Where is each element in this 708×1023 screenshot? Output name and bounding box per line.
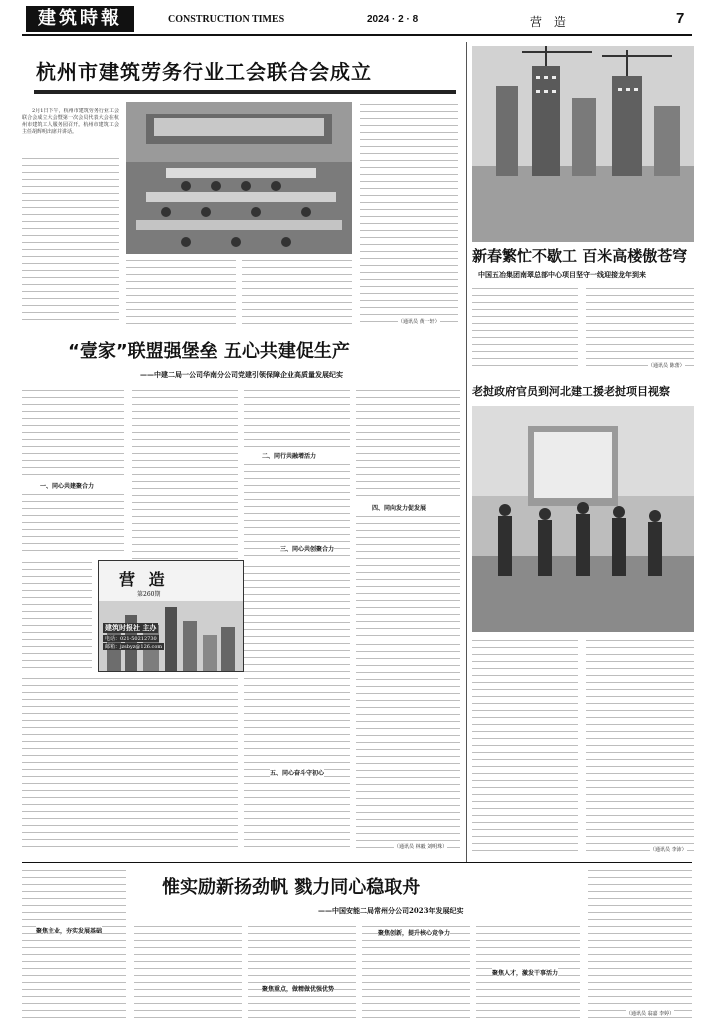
article-annual-col6 xyxy=(588,868,692,1018)
article-union-col4 xyxy=(360,102,458,326)
section-divider xyxy=(22,862,692,863)
column-divider xyxy=(466,42,467,862)
meeting-hall-photo xyxy=(126,102,352,254)
article-party-col1 xyxy=(22,388,124,478)
article-new-year xyxy=(472,42,694,372)
subhead-party-alliance: ——中建二局一公司华南分公司党建引领保障企业高质量发展纪实 xyxy=(140,370,343,379)
article-union-byline: （通讯员 黄一轩） xyxy=(398,319,440,325)
article-party-col2b xyxy=(244,564,350,852)
headline-union-founded: 杭州市建筑劳务行业工会联合会成立 xyxy=(36,60,372,84)
subhead-annual-review: ——中国安能二局常州分公司2023年发展纪实 xyxy=(318,906,464,915)
article-party-col1c xyxy=(22,560,92,670)
section-heading-c: 聚焦创新，提升核心竞争力 xyxy=(378,930,451,937)
article-annual-col2 xyxy=(134,924,242,1018)
section-heading-5: 五、同心奋斗守初心 xyxy=(270,770,325,777)
headline-annual-review: 惟实励新扬劲帆 戮力同心稳取舟 xyxy=(162,877,421,898)
subhead-new-year: 中国五冶集团南翠总部中心项目坚守一线迎接龙年到来 xyxy=(478,270,646,279)
masthead xyxy=(0,0,708,40)
headline-laos-visit: 老挝政府官员到河北建工援老挝项目视察 xyxy=(472,385,670,398)
ad-contact: 建筑时报社 主办 xyxy=(105,623,157,632)
ad-title: 营 造 xyxy=(119,570,169,589)
officials-site-visit-photo xyxy=(472,406,694,632)
article-annual-byline: （通讯员 翁嘉 李婷） xyxy=(626,1011,675,1017)
ad-phone: 电话：021-50212730 xyxy=(105,636,157,642)
section-label: 营 造 xyxy=(530,15,570,29)
article-laos-visit xyxy=(472,384,694,858)
section-heading-2: 二、同行共融增活力 xyxy=(262,453,317,460)
article-party-col4c xyxy=(356,642,460,852)
section-heading-4: 四、同向发力促发展 xyxy=(372,505,427,512)
paper-name: CONSTRUCTION TIMES xyxy=(168,14,285,25)
article-party-col4 xyxy=(356,388,460,500)
article-union-col3 xyxy=(242,258,352,326)
article-union-intro: 2月1日下午，杭州市建筑劳务行业工会联合会成立大会暨第一次会员代表大会在杭州市建筑工人服务园召开。杭州市建筑工会主任胡辉明出席并讲话。 xyxy=(22,108,119,135)
article-laos-col2 xyxy=(586,638,694,856)
highrise-construction-photo xyxy=(472,46,694,242)
masthead-rule xyxy=(22,34,692,36)
article-union-column xyxy=(22,156,119,326)
article-new-year-byline: （通讯员 陈蕾） xyxy=(648,363,685,369)
section-heading-a: 聚焦主业，夯实发展基础 xyxy=(36,928,103,935)
issue-date: 2024 · 2 · 8 xyxy=(367,14,419,25)
article-annual-col3 xyxy=(248,924,356,1018)
masthead-logo: 建筑時報 xyxy=(26,6,134,32)
article-annual-review xyxy=(22,866,692,1020)
article-laos-col1 xyxy=(472,638,578,856)
section-heading-3: 三、同心共创聚合力 xyxy=(280,546,335,553)
article-new-year-col2 xyxy=(586,286,694,370)
article-party-col2 xyxy=(132,388,238,560)
article-party-col1b xyxy=(22,492,124,552)
article-party-col3 xyxy=(244,388,350,448)
article-union-col2 xyxy=(126,258,236,326)
section-heading-b: 聚焦重点，做精做优强优势 xyxy=(262,986,335,993)
headline-party-alliance: “壹家”联盟强堡垒 五心共建促生产 xyxy=(68,341,350,362)
section-heading-d: 聚焦人才，激发干事活力 xyxy=(492,970,559,977)
article-union-founded xyxy=(22,56,460,332)
article-new-year-col1 xyxy=(472,286,578,370)
page-number: 7 xyxy=(676,10,685,27)
article-party-col4b xyxy=(356,514,460,638)
article-party-alliance xyxy=(22,338,460,856)
headline-new-year: 新春繁忙不歇工 百米高楼傲苍穹 xyxy=(472,247,688,265)
article-party-byline: （通讯员 林毅 刘明珠） xyxy=(394,844,448,850)
article-party-col1d xyxy=(22,676,238,852)
article-annual-col1 xyxy=(22,868,126,1018)
yingzao-ad xyxy=(98,560,244,672)
ad-email: 邮箱：jzsbyz@126.com xyxy=(105,644,163,650)
article-laos-byline: （通讯员 李沛） xyxy=(650,847,687,853)
headline-rule xyxy=(34,90,456,94)
article-annual-col4 xyxy=(362,924,470,1018)
section-heading-1: 一、同心共建聚合力 xyxy=(40,483,95,490)
ad-issue: 第260期 xyxy=(137,591,161,598)
